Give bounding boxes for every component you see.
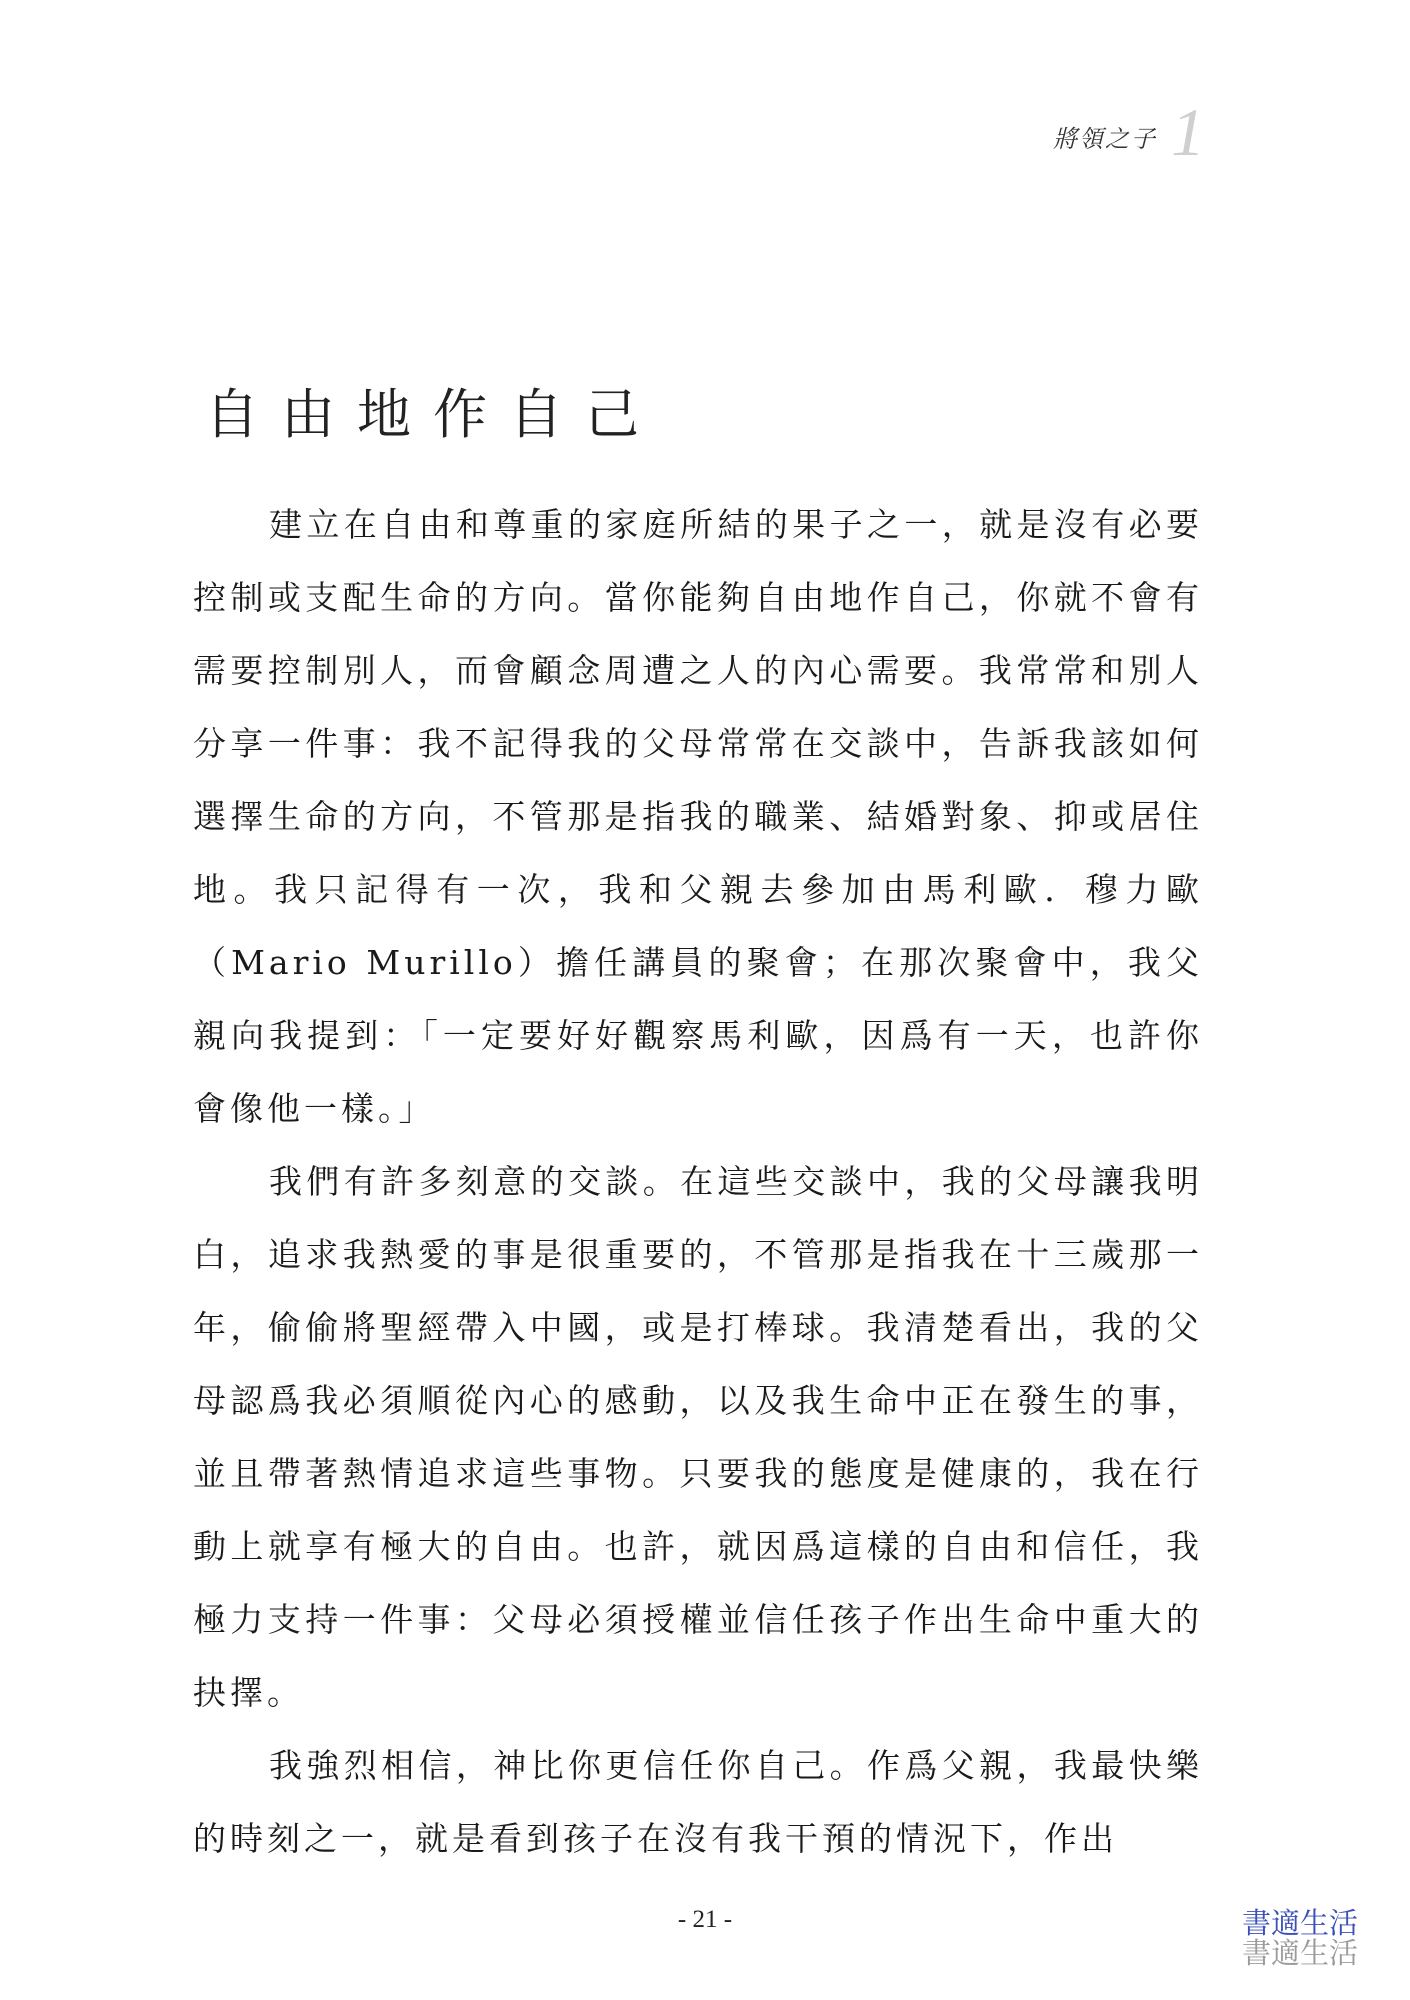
watermark xyxy=(1242,1908,1358,1968)
watermark-line: 書適生活 xyxy=(1241,1906,1358,1940)
watermark-line: 書適生活 xyxy=(1241,1936,1358,1970)
running-head xyxy=(1053,94,1205,170)
chapter-number: 1 xyxy=(1171,94,1205,170)
paragraph: 我強烈相信，神比你更信任你自己。作爲父親，我最快樂的時刻之一，就是看到孩子在沒有我干預的情況下，作出 xyxy=(193,1746,1203,1858)
section-title: 自由地作自己 xyxy=(205,383,661,446)
running-head-title: 將領之子 xyxy=(1053,125,1157,153)
body-text xyxy=(193,488,1203,1875)
page-number: - 21 - xyxy=(677,1906,733,1933)
paragraph: 我們有許多刻意的交談。在這些交談中，我的父母讓我明白，追求我熱愛的事是很重要的，不管那是指我在十三歲那一年，偷偷將聖經帶入中國，或是打棒球。我清楚看出，我的父母認爲我必須順從內心的感動，以及我生命中正在發生的事，並且帶著熱情追求這些事物。只要我的態度是健康的，我在行動上就享有極大的自由。也許，就因爲這樣的自由和信任，我極力支持一件事：父母必須授權並信任孩子作出生命中重大的抉擇。 xyxy=(193,1162,1203,1712)
paragraph: 建立在自由和尊重的家庭所結的果子之一，就是沒有必要控制或支配生命的方向。當你能夠自由地作自己，你就不會有需要控制別人，而會顧念周遭之人的內心需要。我常常和別人分享一件事：我不記得我的父母常常在交談中，告訴我該如何選擇生命的方向，不管那是指我的職業、結婚對象、抑或居住地。我只記得有一次，我和父親去參加由馬利歐．穆力歐（Mario Murillo）擔任講員的聚會；在那次聚會中，我父親向我提到：「一定要好好觀察馬利歐，因爲有一天，也許你會像他一樣。」 xyxy=(193,505,1203,1128)
